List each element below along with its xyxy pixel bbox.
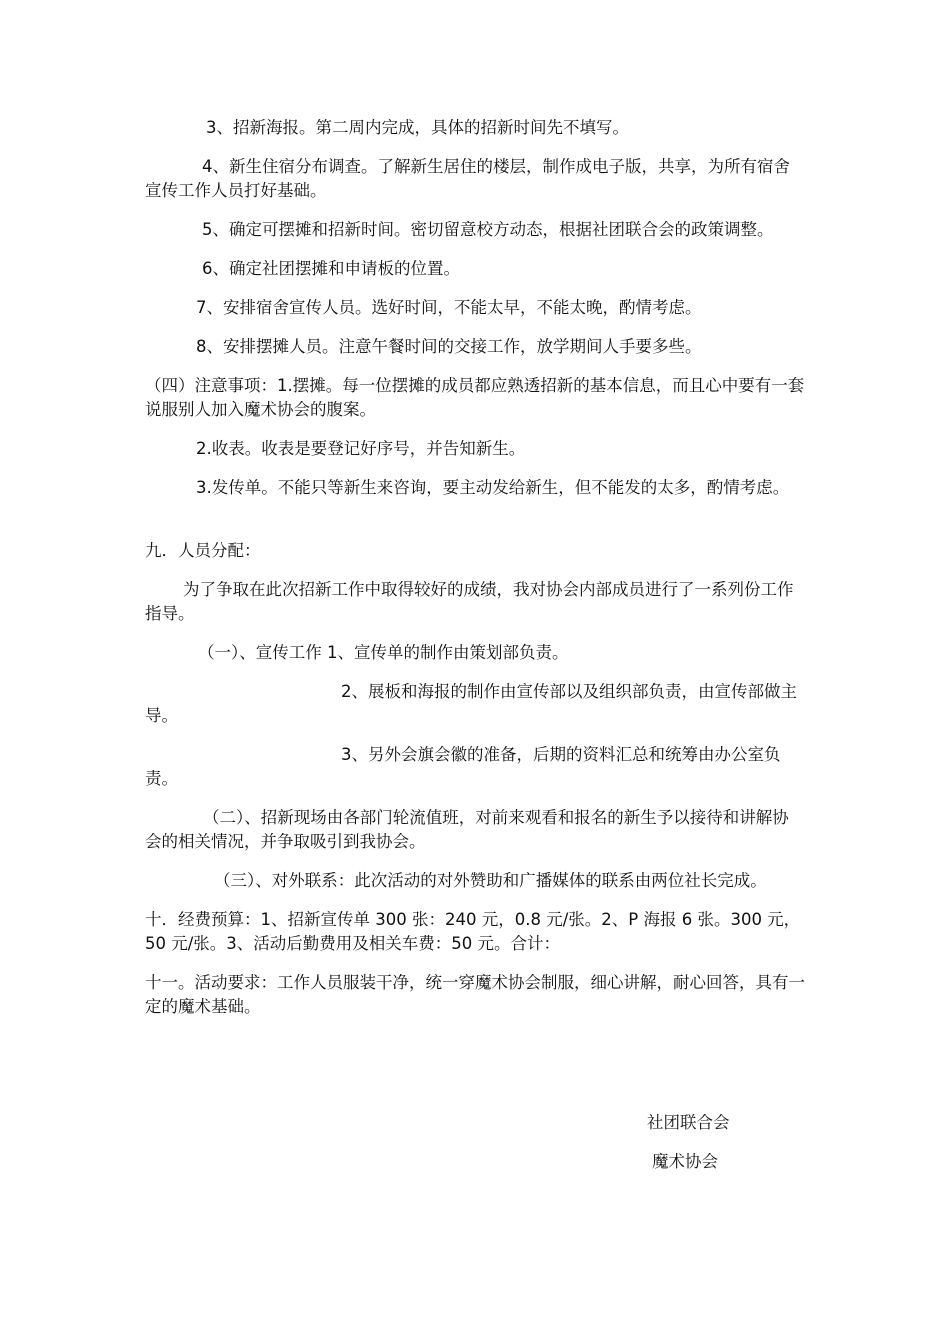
section-notes: （四）注意事项：1.摆摊。每一位摆摊的成员都应熟透招新的基本信息，而且心中要有一套说服别人加入魔术协会的腹案。 xyxy=(145,376,805,419)
signature-union: 社团联合会 xyxy=(647,1113,730,1132)
item-dorm-staff: 7、安排宿舍宣传人员。选好时间，不能太早，不能太晚，酌情考虑。 xyxy=(196,298,702,317)
item-booth-staff: 8、安排摆摊人员。注意午餐时间的交接工作，放学期间人手要多些。 xyxy=(196,337,702,356)
staff-publicity-1: （一）、宣传工作 1、宣传单的制作由策划部负责。 xyxy=(198,643,569,662)
section-requirements: 十一。活动要求：工作人员服装干净，统一穿魔术协会制服，细心讲解，耐心回答，具有一定的魔术基础。 xyxy=(145,973,805,1016)
staff-intro: 为了争取在此次招新工作中取得较好的成绩，我对协会内部成员进行了一系列份工作指导。 xyxy=(145,580,794,623)
staff-publicity-3: 3、另外会旗会徽的准备，后期的资料汇总和统筹由办公室负责。 xyxy=(145,745,781,788)
signature-magic-club: 魔术协会 xyxy=(652,1152,718,1171)
item-booth-location: 6、确定社团摆摊和申请板的位置。 xyxy=(202,259,460,278)
note-flyers: 3.发传单。不能只等新生来咨询，要主动发给新生，但不能发的太多，酌情考虑。 xyxy=(196,478,790,497)
section-nine-heading: 九．人员分配： xyxy=(145,541,261,560)
item-dorm-survey: 4、新生住宿分布调查。了解新生居住的楼层，制作成电子版，共享，为所有宿舍宣传工作人员打好基础。 xyxy=(145,157,790,200)
section-budget: 十．经费预算：1、招新宣传单 300 张：240 元，0.8 元/张。2、P 海报 6 张。300 元，50 元/张。3、活动后勤费用及相关车费：50 元。合计： xyxy=(145,910,801,953)
staff-onsite: （二）、招新现场由各部门轮流值班，对前来观看和报名的新生予以接待和讲解协会的相关情况，并争取吸引到我协会。 xyxy=(145,808,789,851)
staff-external: （三）、对外联系：此次活动的对外赞助和广播媒体的联系由两位社长完成。 xyxy=(214,871,767,890)
item-recruit-poster: 3、招新海报。第二周内完成，具体的招新时间先不填写。 xyxy=(206,118,629,137)
note-collect-forms: 2.收表。收表是要登记好序号，并告知新生。 xyxy=(196,439,526,458)
item-confirm-time: 5、确定可摆摊和招新时间。密切留意校方动态，根据社团联合会的政策调整。 xyxy=(202,220,774,239)
staff-publicity-2: 2、展板和海报的制作由宣传部以及组织部负责，由宣传部做主导。 xyxy=(145,682,797,725)
